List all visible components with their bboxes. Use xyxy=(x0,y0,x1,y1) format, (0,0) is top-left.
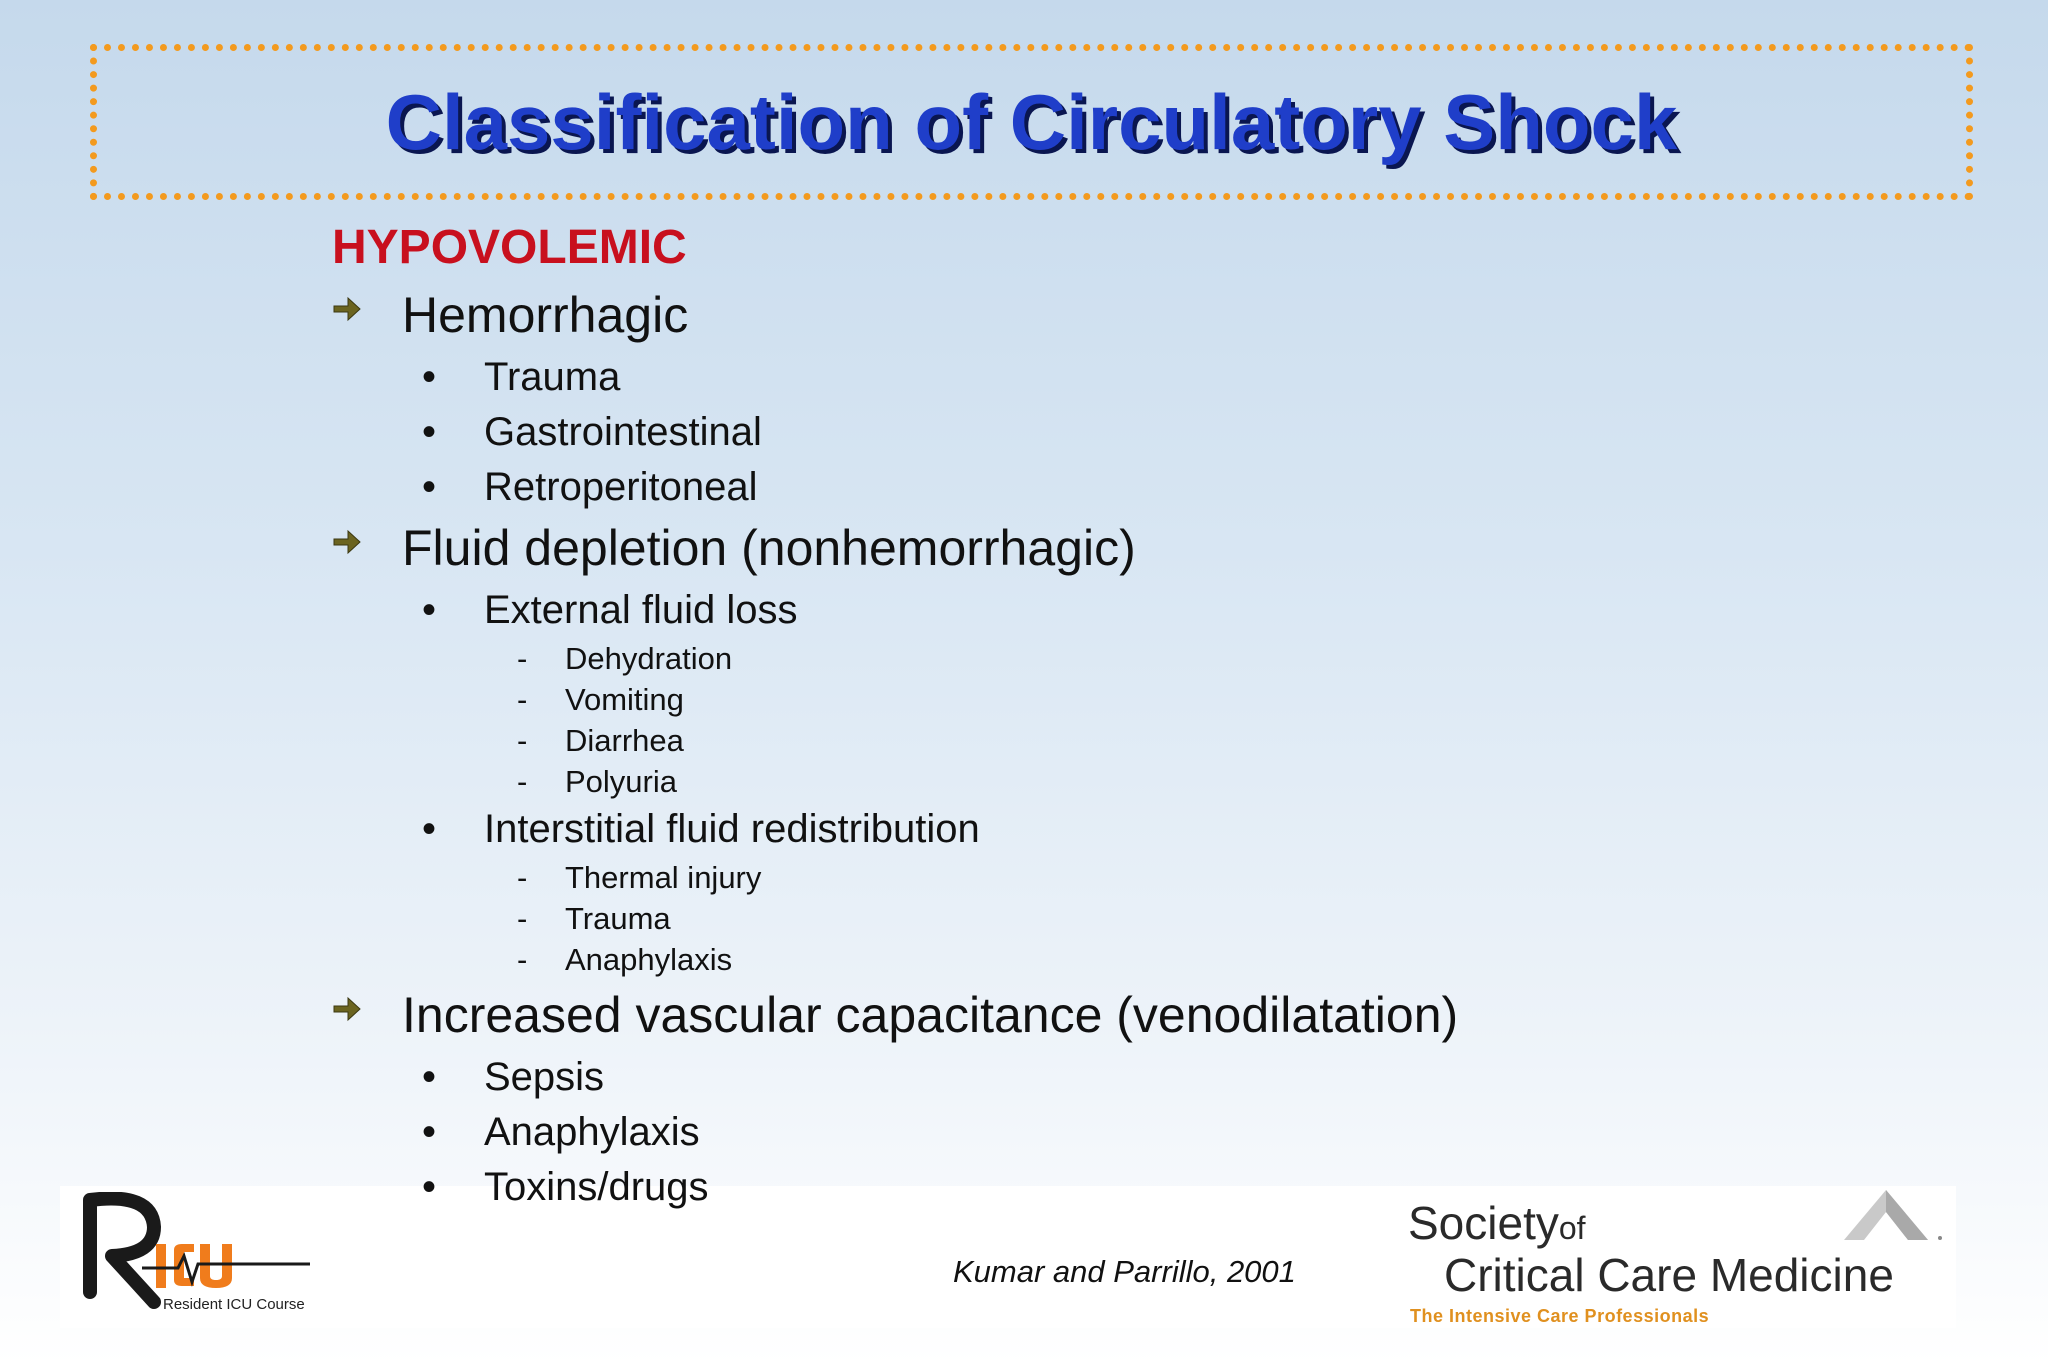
subitem-label: Trauma xyxy=(565,901,671,936)
item-label: Gastrointestinal xyxy=(484,410,762,454)
item-label: Interstitial fluid redistribution xyxy=(484,807,980,851)
item-label: Sepsis xyxy=(484,1055,605,1099)
dash-marker: - xyxy=(517,860,528,895)
section-label: Increased vascular capacitance (venodilatation) xyxy=(402,987,1459,1043)
subitem-label: Anaphylaxis xyxy=(565,942,733,977)
subitem-label: Polyuria xyxy=(565,764,677,799)
bullet-dot: • xyxy=(422,355,437,399)
list-item-level2 xyxy=(422,588,798,633)
arrow-bullet-icon xyxy=(332,527,362,557)
item-label: Trauma xyxy=(484,355,621,399)
list-item-level3 xyxy=(517,641,733,677)
sccm-name-text: Critical Care Medicine xyxy=(1444,1249,1894,1301)
bullet-dot: • xyxy=(422,807,437,851)
list-item-level3 xyxy=(517,682,684,718)
list-item-level2 xyxy=(422,355,621,400)
arrow-bullet-icon xyxy=(332,994,362,1024)
subitem-label: Dehydration xyxy=(565,641,733,676)
subitem-label: Thermal injury xyxy=(565,860,762,895)
bullet-dot: • xyxy=(422,588,437,632)
dash-marker: - xyxy=(517,723,528,758)
sccm-society-word: Society xyxy=(1408,1197,1559,1249)
slide-title: Classification of Circulatory Shock xyxy=(385,77,1678,166)
list-item-level3 xyxy=(517,764,677,800)
sccm-of-word: of xyxy=(1558,1210,1586,1246)
arrow-bullet-icon xyxy=(332,294,362,324)
sccm-pyramid-icon xyxy=(1836,1184,1946,1244)
bullet-dot: • xyxy=(422,1110,437,1154)
dash-marker: - xyxy=(517,901,528,936)
title-frame xyxy=(90,44,1973,200)
bullet-dot: • xyxy=(422,1165,437,1209)
list-item-level2 xyxy=(422,1110,700,1155)
section-label: Fluid depletion (nonhemorrhagic) xyxy=(402,520,1136,576)
list-item-level1 xyxy=(402,519,1136,577)
item-label: Retroperitoneal xyxy=(484,465,758,509)
dash-marker: - xyxy=(517,682,528,717)
subitem-label: Diarrhea xyxy=(565,723,684,758)
list-item-level3 xyxy=(517,942,733,978)
list-item-level2 xyxy=(422,465,758,510)
item-label: Anaphylaxis xyxy=(484,1110,700,1154)
section-heading: HYPOVOLEMIC xyxy=(332,221,687,274)
list-item-level1 xyxy=(402,986,1458,1044)
subitem-label: Vomiting xyxy=(565,682,684,717)
dash-marker: - xyxy=(517,942,528,977)
dash-marker: - xyxy=(517,764,528,799)
list-item-level2 xyxy=(422,1165,709,1210)
sccm-tagline: The Intensive Care Professionals xyxy=(1410,1306,1710,1326)
list-item-level2 xyxy=(422,410,762,455)
sccm-society-text xyxy=(1408,1196,1586,1250)
dash-marker: - xyxy=(517,641,528,676)
list-item-level2 xyxy=(422,1055,605,1100)
list-item-level2 xyxy=(422,807,980,852)
ricu-caption: Resident ICU Course xyxy=(163,1296,305,1313)
item-label: External fluid loss xyxy=(484,588,798,632)
bullet-dot: • xyxy=(422,1055,437,1099)
list-item-level3 xyxy=(517,860,762,896)
bullet-dot: • xyxy=(422,465,437,509)
list-item-level1 xyxy=(402,286,688,344)
bullet-dot: • xyxy=(422,410,437,454)
citation: Kumar and Parrillo, 2001 xyxy=(953,1254,1296,1289)
list-item-level3 xyxy=(517,901,671,937)
section-label: Hemorrhagic xyxy=(402,287,689,343)
item-label: Toxins/drugs xyxy=(484,1165,709,1209)
list-item-level3 xyxy=(517,723,684,759)
